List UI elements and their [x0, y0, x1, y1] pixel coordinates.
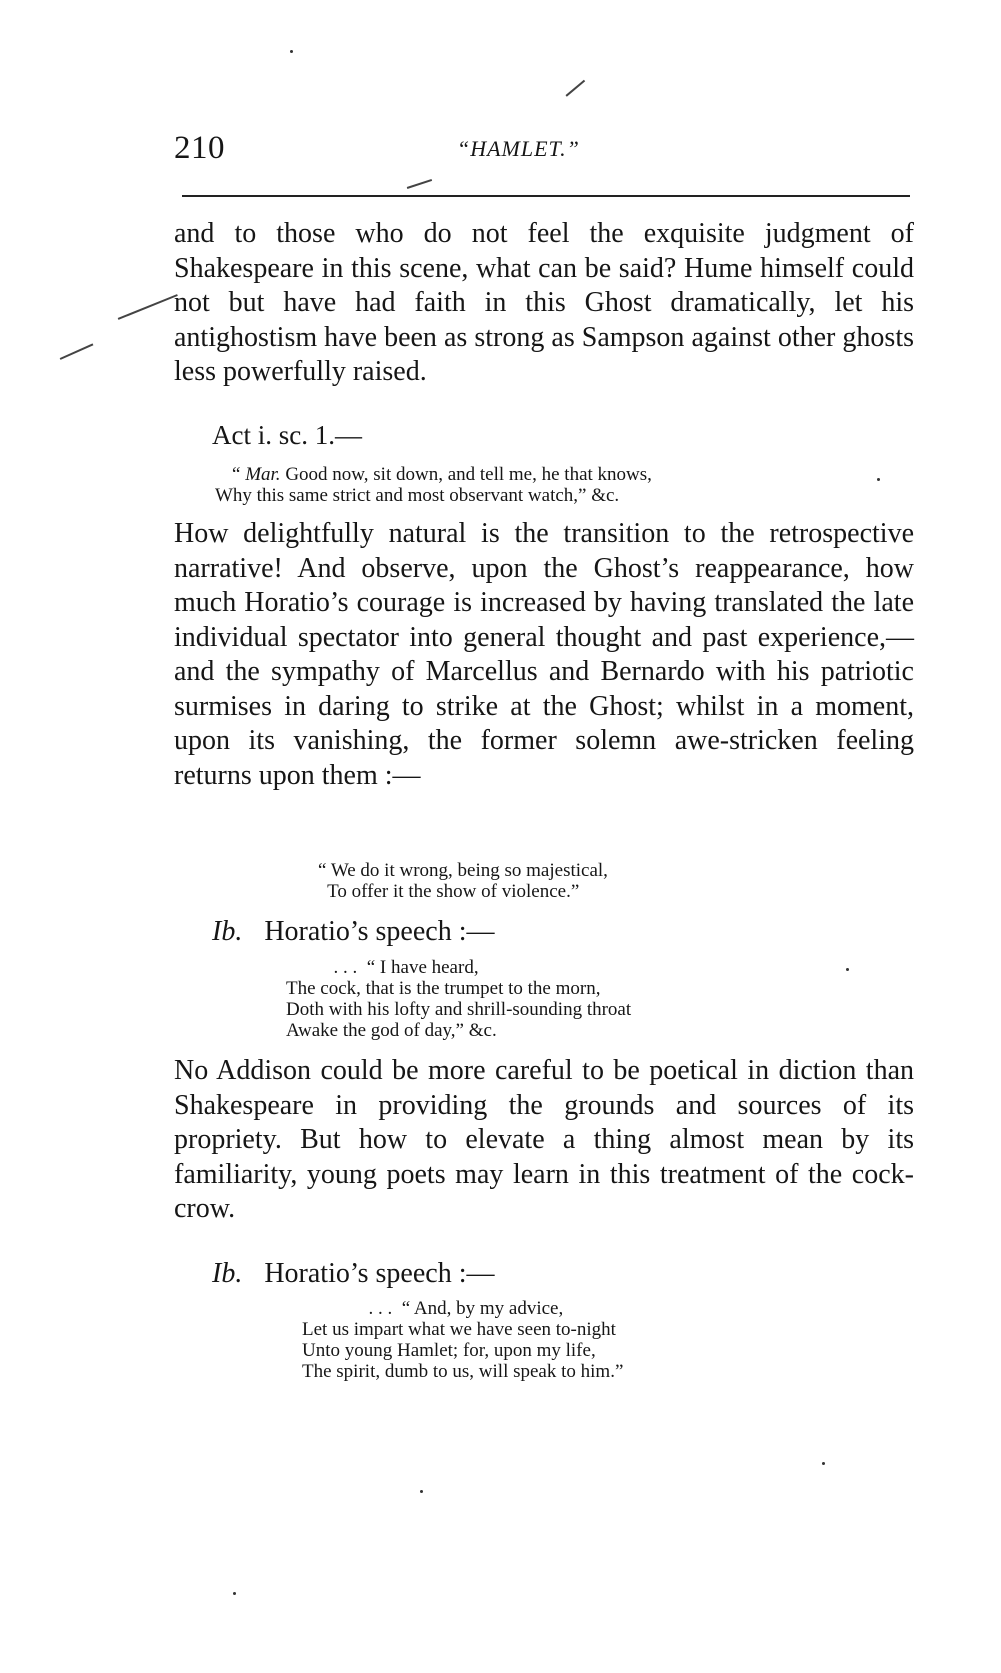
ib-reference-2 — [212, 1258, 495, 1290]
pencil-mark — [407, 179, 432, 188]
page-number: 210 — [174, 130, 225, 166]
scan-speck — [877, 478, 880, 481]
scan-speck — [233, 1592, 236, 1595]
quote-open-mark: “ — [232, 464, 246, 485]
speaker-name: Mar. — [245, 464, 281, 485]
paragraph-1: and to those who do not feel the exquisite judgment of Shakespeare in this scene, what can be said? Hume himself could not but have had faith in this Ghost dramatically, let his antighostism have been as strong as Sampson against other ghosts less powerfully raised. — [174, 218, 914, 387]
pencil-mark — [566, 80, 585, 97]
quote-cock: . . . “ I have heard, The cock, that is the trumpet to the morn, Doth with his lofty and shrill-sounding throat Awake the god of day,” &c. — [286, 957, 632, 1041]
quote-majestical: “ We do it wrong, being so majestical, To offer it the show of violence.” — [318, 860, 608, 902]
ib-text: Horatio’s speech :— — [264, 916, 495, 947]
ib-text: Horatio’s speech :— — [264, 1258, 495, 1289]
quote-advice: . . . “ And, by my advice, Let us impart what we have seen to-night Unto young Hamlet; for, upon my life, The spirit, dumb to us, will speak to him.” — [302, 1298, 624, 1382]
scan-speck — [822, 1462, 825, 1465]
pencil-mark — [60, 343, 93, 359]
scan-speck — [846, 968, 849, 971]
pencil-mark — [118, 294, 178, 319]
quote-marcellus — [232, 464, 652, 485]
quote-line-1: Good now, sit down, and tell me, he that knows, — [280, 464, 652, 485]
scan-speck — [290, 50, 293, 53]
ib-abbreviation: Ib. — [212, 1258, 243, 1289]
quote-marcellus-line-2: Why this same strict and most observant watch,” &c. — [215, 485, 620, 506]
header-rule — [182, 195, 910, 197]
paragraph-3: No Addison could be more careful to be poetical in diction than Shakespeare in providing the grounds and sources of its propriety. But how to elevate a thing almost mean by its familiarity, young poets may learn in this treatment of the cock-crow. — [174, 1055, 914, 1224]
ib-reference-1 — [212, 916, 495, 948]
act-reference: Act i. sc. 1.— — [212, 420, 362, 450]
page-header — [174, 130, 919, 180]
scan-speck — [420, 1490, 423, 1493]
paragraph-2: How delightfully natural is the transition to the retrospective narrative! And observe, upon the Ghost’s reappearance, how much Horatio’s courage is increased by having translated the late individual spectator into general thought and past experience,—and the sympathy of Marcellus and Bernardo with his patriotic surmises in daring to strike at the Ghost; whilst in a moment, upon its vanishing, the former solemn awe-stricken feeling returns upon them :— — [174, 518, 914, 791]
running-title: “HAMLET.” — [457, 136, 580, 161]
ib-abbreviation: Ib. — [212, 916, 243, 947]
